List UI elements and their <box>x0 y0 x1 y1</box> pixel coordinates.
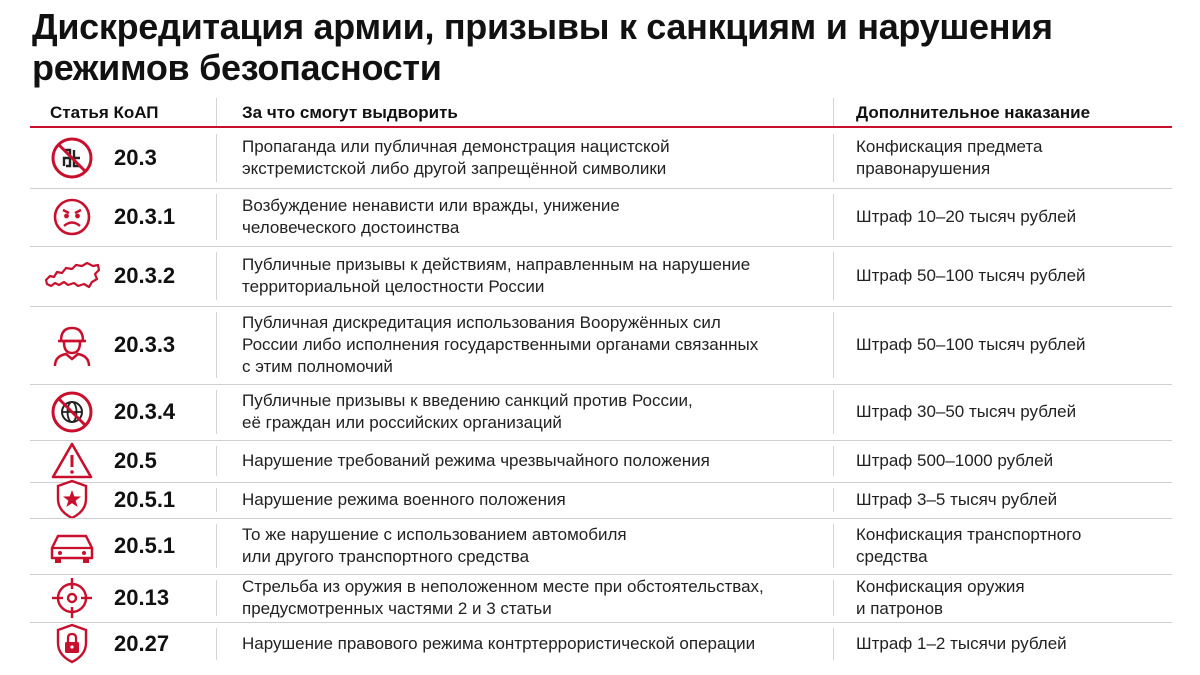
table-row <box>30 246 1172 306</box>
description-line: Нарушение требований режима чрезвычайного положения <box>242 451 710 470</box>
penalty-line: правонарушения <box>856 159 991 178</box>
table-row <box>30 384 1172 440</box>
article-number: 20.13 <box>114 585 170 610</box>
article-number: 20.5.1 <box>114 533 176 558</box>
column-divider <box>833 628 834 660</box>
penalty-line: Штраф 50–100 тысяч рублей <box>856 335 1086 354</box>
additional-penalty <box>856 265 1156 287</box>
article-number: 20.3 <box>114 145 157 170</box>
penalty-line: Конфискация транспортного <box>856 525 1082 544</box>
description-line: экстремистской либо другой запрещённой символики <box>242 159 667 178</box>
description-line: Возбуждение ненависти или вражды, унижение <box>242 196 620 215</box>
column-divider <box>216 252 217 300</box>
column-divider <box>833 390 834 434</box>
article-number: 20.5 <box>114 448 157 473</box>
crosshair-icon <box>44 576 100 625</box>
offense-description <box>242 450 822 472</box>
additional-penalty <box>856 633 1156 655</box>
description-line: Нарушение режима военного положения <box>242 490 566 509</box>
column-divider <box>216 312 217 378</box>
description-line: России либо исполнения государственными органами связанных <box>242 335 759 354</box>
penalty-line: средства <box>856 547 928 566</box>
car-icon <box>44 524 100 573</box>
column-divider <box>216 134 217 182</box>
column-divider <box>833 134 834 182</box>
penalty-line: Штраф 30–50 тысяч рублей <box>856 402 1077 421</box>
header-article: Статья КоАП <box>50 103 159 122</box>
additional-penalty <box>856 450 1156 472</box>
description-line: Стрельба из оружия в неположенном месте при обстоятельствах, <box>242 577 764 596</box>
title-line-1: Дискредитация армии, призывы к санкциям и нарушения <box>32 6 1053 47</box>
offense-description <box>242 136 822 180</box>
column-divider <box>216 580 217 616</box>
description-line: Публичные призывы к действиям, направленным на нарушение <box>242 255 751 274</box>
penalty-line: Штраф 1–2 тысячи рублей <box>856 634 1067 653</box>
penalty-line: Штраф 500–1000 рублей <box>856 451 1054 470</box>
column-divider <box>833 446 834 476</box>
penalty-line: Конфискация предмета <box>856 137 1043 156</box>
description-line: Пропаганда или публичная демонстрация нацистской <box>242 137 670 156</box>
table-row <box>30 482 1172 518</box>
article-number: 20.5.1 <box>114 487 176 512</box>
description-line: человеческого достоинства <box>242 218 460 237</box>
table-row <box>30 622 1172 666</box>
article-number: 20.3.1 <box>114 204 176 229</box>
article-number: 20.3.4 <box>114 399 176 424</box>
column-divider <box>833 524 834 568</box>
additional-penalty <box>856 206 1156 228</box>
table-row <box>30 440 1172 482</box>
article-number: 20.3.3 <box>114 332 176 357</box>
offense-description <box>242 576 822 620</box>
title-line-2: режимов безопасности <box>32 47 442 88</box>
column-divider <box>216 390 217 434</box>
penalty-line: Штраф 3–5 тысяч рублей <box>856 490 1058 509</box>
penalty-line: Конфискация оружия <box>856 577 1025 596</box>
additional-penalty <box>856 401 1156 423</box>
column-divider <box>216 488 217 512</box>
header-reason: За что смогут выдворить <box>242 103 458 122</box>
description-line: или другого транспортного средства <box>242 547 530 566</box>
no-swastika-icon <box>44 136 100 185</box>
additional-penalty <box>856 334 1156 356</box>
offense-description <box>242 312 822 378</box>
description-line: Нарушение правового режима контртеррористической операции <box>242 634 756 653</box>
offense-description <box>242 390 822 434</box>
table-row <box>30 128 1172 188</box>
table-row <box>30 518 1172 574</box>
article-number: 20.27 <box>114 631 170 656</box>
column-divider <box>833 252 834 300</box>
description-line: территориальной целостности России <box>242 277 545 296</box>
header-divider-2 <box>833 98 834 126</box>
additional-penalty <box>856 524 1156 568</box>
page-title <box>32 6 1182 88</box>
column-divider <box>833 488 834 512</box>
penalty-line: Штраф 50–100 тысяч рублей <box>856 266 1086 285</box>
padlock-icon <box>44 622 100 671</box>
table-row <box>30 306 1172 384</box>
offense-description <box>242 489 822 511</box>
description-line: То же нарушение с использованием автомобиля <box>242 525 627 544</box>
column-divider <box>216 524 217 568</box>
offense-description <box>242 195 822 239</box>
header-penalty: Дополнительное наказание <box>856 103 1091 122</box>
column-divider <box>833 580 834 616</box>
offense-description <box>242 633 822 655</box>
column-divider <box>833 312 834 378</box>
description-line: предусмотренных частями 2 и 3 статьи <box>242 599 552 618</box>
column-divider <box>216 446 217 476</box>
russia-map-icon <box>44 254 100 303</box>
header-divider-1 <box>216 98 217 126</box>
additional-penalty <box>856 489 1156 511</box>
offense-description <box>242 254 822 298</box>
column-divider <box>833 194 834 240</box>
offense-description <box>242 524 822 568</box>
penalty-line: Штраф 10–20 тысяч рублей <box>856 207 1077 226</box>
article-number: 20.3.2 <box>114 263 176 288</box>
soldier-icon <box>44 323 100 372</box>
table-row <box>30 574 1172 622</box>
additional-penalty <box>856 136 1156 180</box>
no-globe-icon <box>44 390 100 439</box>
description-line: Публичная дискредитация использования Вооружённых сил <box>242 313 721 332</box>
description-line: её граждан или российских организаций <box>242 413 562 432</box>
description-line: Публичные призывы к введению санкций против России, <box>242 391 693 410</box>
angry-face-icon <box>44 195 100 244</box>
column-divider <box>216 628 217 660</box>
additional-penalty <box>856 576 1156 620</box>
table-row <box>30 188 1172 246</box>
penalty-line: и патронов <box>856 599 944 618</box>
description-line: с этим полномочий <box>242 357 393 376</box>
column-divider <box>216 194 217 240</box>
